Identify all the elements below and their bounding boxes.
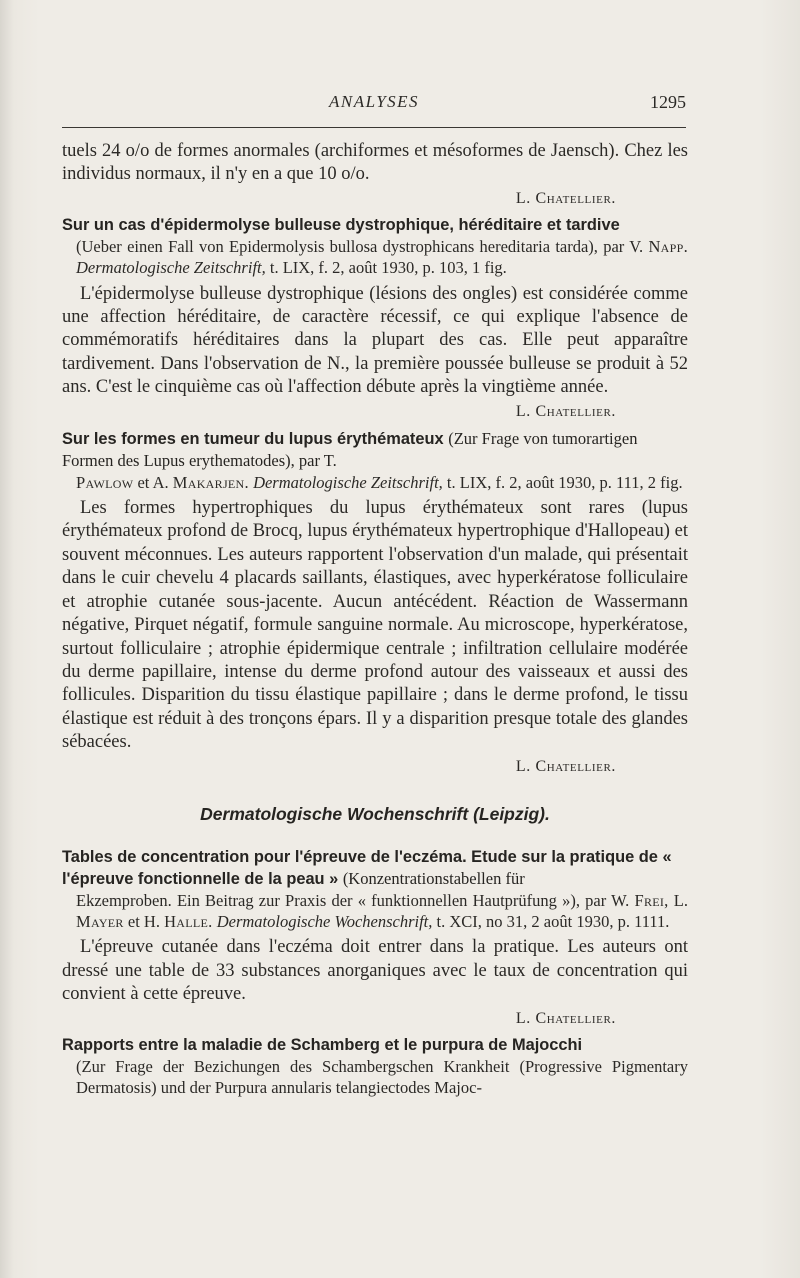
citation-text: (Ueber einen Fall von Epidermolysis bullosa dystrophicans hereditaria tarda), par V. — [76, 236, 644, 256]
signature: L. Chatellier. — [515, 402, 616, 420]
citation-text: L. — [673, 890, 689, 910]
citation-text: (Zur Frage von tumorartigen Formen des Lupus erythematodes), par T. — [62, 428, 638, 470]
citation — [62, 1056, 688, 1099]
entry-lupus — [62, 428, 688, 778]
citation-author: Pawlow — [76, 472, 134, 492]
citation-author: Napp. — [648, 236, 688, 256]
citation-reference: t. LIX, f. 2, août 1930, p. 111, 2 fig. — [446, 472, 683, 492]
entry-title — [62, 847, 688, 890]
entry-title: Sur un cas d'épidermolyse bulleuse dystrophique, héréditaire et tardive — [62, 215, 620, 234]
signature: L. Chatellier. — [515, 189, 616, 207]
signature: L. Chatellier. — [515, 757, 616, 775]
citation — [62, 890, 688, 933]
citation-text: Ekzemproben. Ein Beitrag zur Praxis der « funktionnellen Hautprüfung »), par W. — [76, 890, 630, 910]
citation-journal: Dermatologische Zeitschrift, — [76, 258, 266, 278]
citation-text: et H. — [127, 911, 160, 931]
citation-author: Makarjen. — [172, 472, 249, 492]
citation — [62, 472, 688, 493]
citation-text: et A. — [137, 472, 169, 492]
signature: L. Chatellier. — [515, 1009, 616, 1027]
entry-title: Rapports entre la maladie de Schamberg et le purpura de Majocchi — [62, 1035, 583, 1054]
citation-author: Mayer — [76, 911, 124, 931]
citation-text: (Konzentrationstabellen für — [342, 868, 525, 888]
header-rule — [62, 127, 686, 128]
page-header — [62, 92, 686, 118]
citation-reference: t. XCI, no 31, 2 août 1930, p. 1111. — [436, 911, 670, 931]
entry-epidermolyse — [62, 215, 688, 423]
entry-schamberg — [62, 1035, 688, 1099]
citation-text: (Zur Frage der Bezichungen des Schambergschen Krankheit (Progressive Pigmentary Dermatosis) und der Purpura annularis telangiectodes Majoc- — [76, 1056, 688, 1097]
citation — [62, 236, 688, 279]
entry-body: Les formes hypertrophiques du lupus érythémateux sont rares (lupus érythémateux profond de Brocq, lupus érythémateux hypertrophique d'Hallopeau) et souvent méconnues. Les auteurs rapportent l'observation d'un malade, qui présentait dans le cuir chevelu 4 placards saillants, élastiques, avec hyperkératose folliculaire et atrophie cutanée sous-jacente. Aucun antécédent. Réaction de Wassermann négative, Pirquet négatif, formule sanguine normale. Au microscope, hyperkératose, surtout folliculaire ; atrophie épidermique centrale ; infiltration cellulaire modérée du derme papillaire, intense du derme profond autour des vaisseaux et aussi des follicules. Disparition du tissu élastique papillaire ; dans le derme profond, le tissu élastique est réduit à des tronçons épars. Il y a disparition presque totale des glandes sébacées. — [62, 498, 688, 753]
citation-author: Frei, — [634, 890, 669, 910]
intro-paragraph: tuels 24 o/o de formes anormales (archiformes et mésoformes de Jaensch). Chez les individus normaux, il n'y en a que 10 o/o. — [62, 141, 688, 185]
section-heading: Dermatologische Wochenschrift (Leipzig). — [200, 803, 550, 824]
entry-body: L'épreuve cutanée dans l'eczéma doit entrer dans la pratique. Les auteurs ont dressé une table de 33 substances anorganiques avec le taux de concentration qui convient à cette épreuve. — [62, 937, 688, 1005]
entry-title-text: Sur les formes en tumeur du lupus érythémateux — [62, 429, 444, 448]
citation-journal: Dermatologische Wochenschrift, — [216, 911, 433, 931]
citation-author: Halle. — [164, 911, 213, 931]
citation-journal: Dermatologische Zeitschrift, — [253, 472, 443, 492]
running-title: ANALYSES — [328, 92, 420, 111]
page-number: 1295 — [650, 92, 686, 112]
entry-title-text: Tables de concentration pour l'épreuve de l'eczéma. Etude sur la pratique de « l'épreuve fonctionnelle de la peau » — [62, 847, 672, 888]
entry-title — [62, 428, 688, 472]
entry-body: L'épidermolyse bulleuse dystrophique (lésions des ongles) est considérée comme une affection héréditaire, de caractère récessif, ce qui explique l'absence de commémoratifs héréditaires dans la plupart des cas. Elle peut apparaître tardivement. Dans l'observation de N., la première poussée bulleuse se produit à 52 ans. C'est le cinquième cas où l'affection débute après la vingtième année. — [62, 283, 688, 398]
citation-reference: t. LIX, f. 2, août 1930, p. 103, 1 fig. — [269, 258, 507, 278]
page-content — [62, 140, 688, 1098]
entry-eczema — [62, 847, 688, 1030]
